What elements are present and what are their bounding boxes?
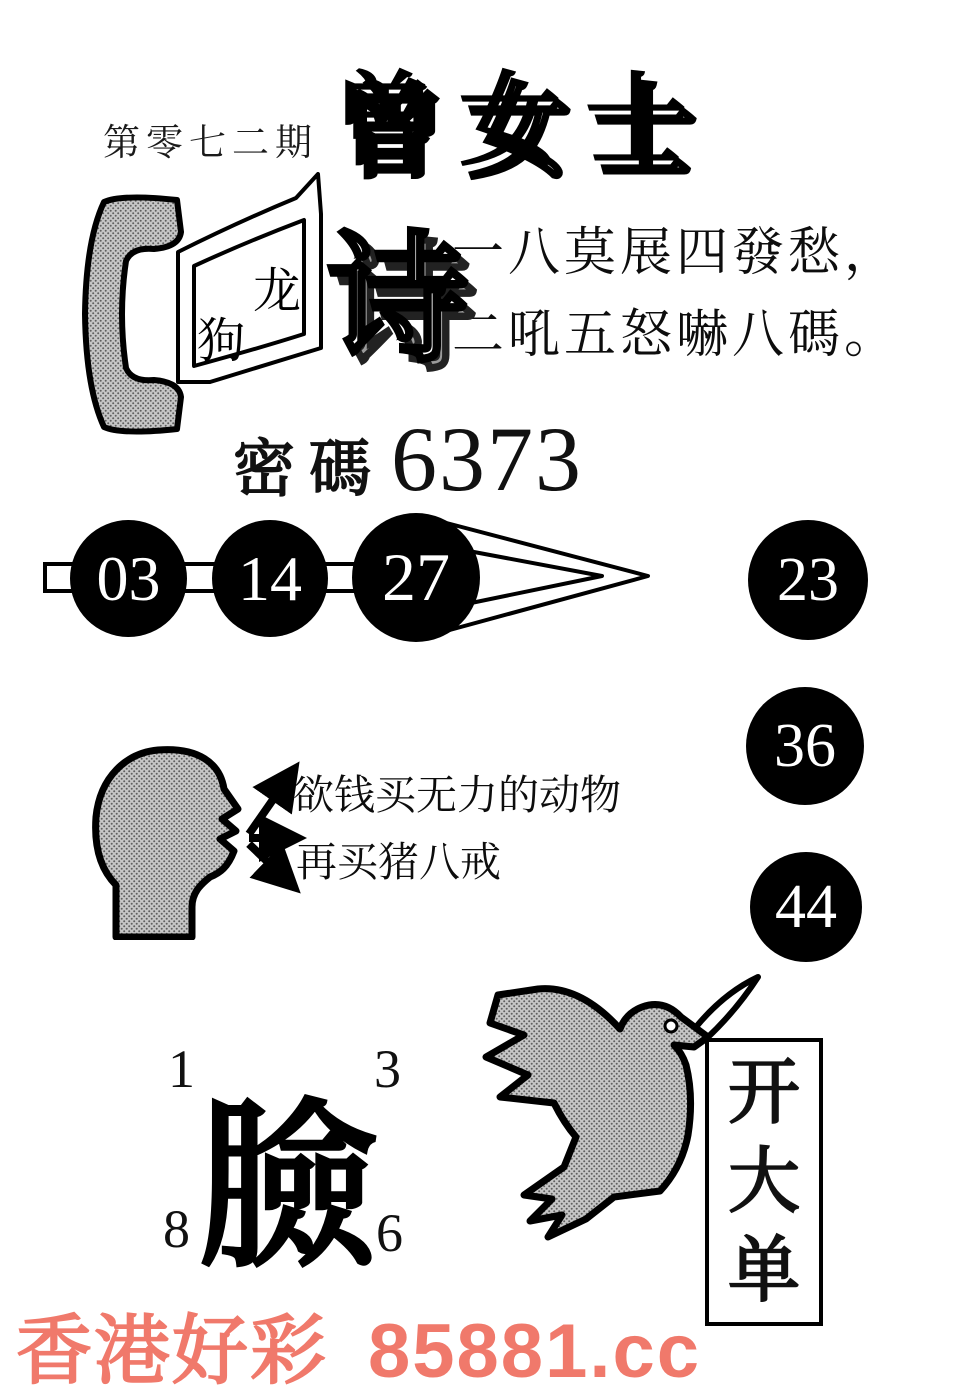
- number-ball-23: 23: [748, 520, 868, 640]
- tip-line-1: 欲钱买无力的动物: [293, 772, 621, 818]
- olive-branch: [696, 977, 758, 1039]
- number-ball-36: 36: [746, 687, 864, 805]
- poem-line-1: 一八莫展四發愁，: [452, 225, 901, 282]
- verdict-box: [705, 1038, 823, 1326]
- corner-digit-top-right: 3: [374, 1039, 401, 1099]
- password-row: [233, 406, 583, 512]
- corner-digit-top-left: 1: [168, 1039, 195, 1099]
- number-ball-14: 14: [212, 520, 328, 637]
- page-title: 曾女士 曾女士: [333, 40, 711, 186]
- verdict-char-1: 开: [727, 1052, 800, 1133]
- face-character: 臉: [197, 1089, 379, 1290]
- number-ball-27: 27: [352, 513, 480, 642]
- number-ball-03: 03: [70, 520, 187, 637]
- password-value: 6373: [391, 408, 584, 510]
- footer-brand: 香港好彩: [16, 1309, 328, 1388]
- scroll-page-icon: [168, 172, 333, 397]
- zodiac-dog: 狗: [197, 315, 246, 368]
- dove-eye: [665, 1020, 677, 1032]
- issue-label: 第零七二期: [103, 123, 318, 164]
- speaking-head-icon: [88, 745, 248, 940]
- footer: [16, 1290, 701, 1388]
- poem-character: 诗 诗: [328, 188, 468, 389]
- password-label: 密碼: [233, 436, 386, 504]
- number-ball-44: 44: [750, 852, 862, 962]
- zodiac-dragon: 龙: [253, 265, 302, 318]
- verdict-char-2: 大: [727, 1141, 800, 1222]
- corner-digit-bottom-right: 6: [376, 1203, 403, 1263]
- verdict-char-3: 单: [727, 1231, 800, 1312]
- tip-line-2: 再买猪八戒: [296, 839, 501, 885]
- corner-digit-bottom-left: 8: [163, 1199, 190, 1259]
- poem-line-2: 二吼五怒嚇八碼。: [452, 307, 901, 364]
- footer-site: 85881.cc: [368, 1309, 701, 1388]
